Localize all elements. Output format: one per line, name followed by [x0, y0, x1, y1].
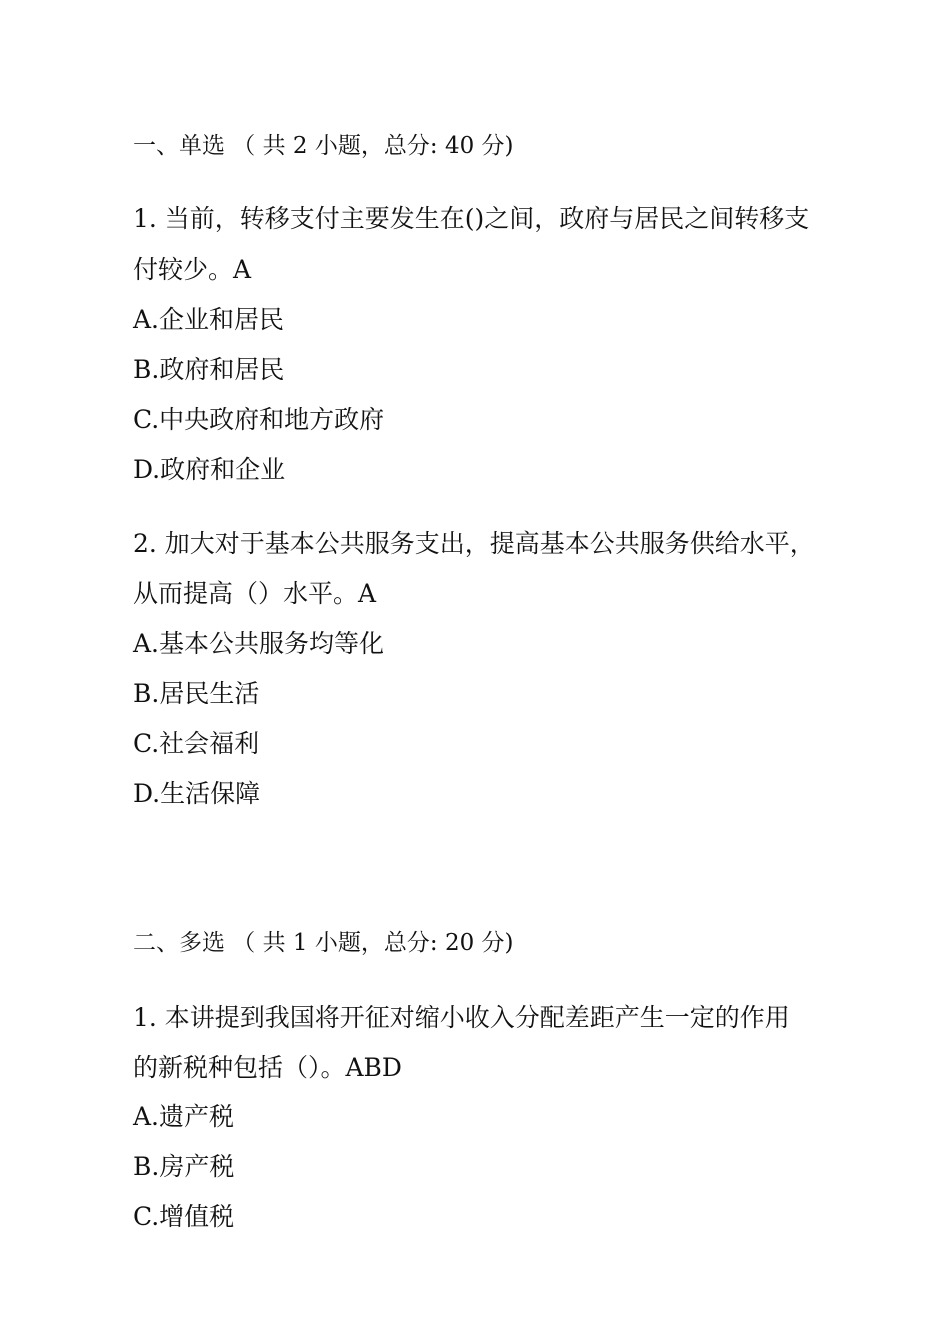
option-d: D.生活保障 [133, 779, 261, 808]
question-stem-line: 2. 加大对于基本公共服务支出，提高基本公共服务供给水平， [133, 529, 815, 558]
option-a: A.遗产税 [133, 1102, 235, 1131]
option-b: B.房产税 [133, 1152, 235, 1181]
option-a: A.基本公共服务均等化 [133, 629, 385, 658]
question-stem-line: 从而提高（）水平。A [133, 579, 377, 608]
option-c: C.增值税 [133, 1202, 235, 1231]
question-stem-line: 1. 当前，转移支付主要发生在()之间，政府与居民之间转移支 [133, 204, 810, 233]
option-b: B.政府和居民 [133, 355, 285, 384]
option-c: C.社会福利 [133, 729, 260, 758]
option-b: B.居民生活 [133, 679, 260, 708]
section-heading-multiple-choice: 二、多选 （ 共 1 小题，总分: 20 分) [133, 930, 514, 956]
option-d: D.政府和企业 [133, 455, 286, 484]
section-heading-single-choice: 一、单选 （ 共 2 小题，总分: 40 分) [133, 133, 514, 159]
option-c: C.中央政府和地方政府 [133, 405, 385, 434]
option-a: A.企业和居民 [133, 305, 285, 334]
question-stem-line: 1. 本讲提到我国将开征对缩小收入分配差距产生一定的作用 [133, 1003, 790, 1032]
question-stem-line: 付较少。A [133, 255, 252, 284]
question-stem-line: 的新税种包括（）。ABD [133, 1053, 402, 1082]
